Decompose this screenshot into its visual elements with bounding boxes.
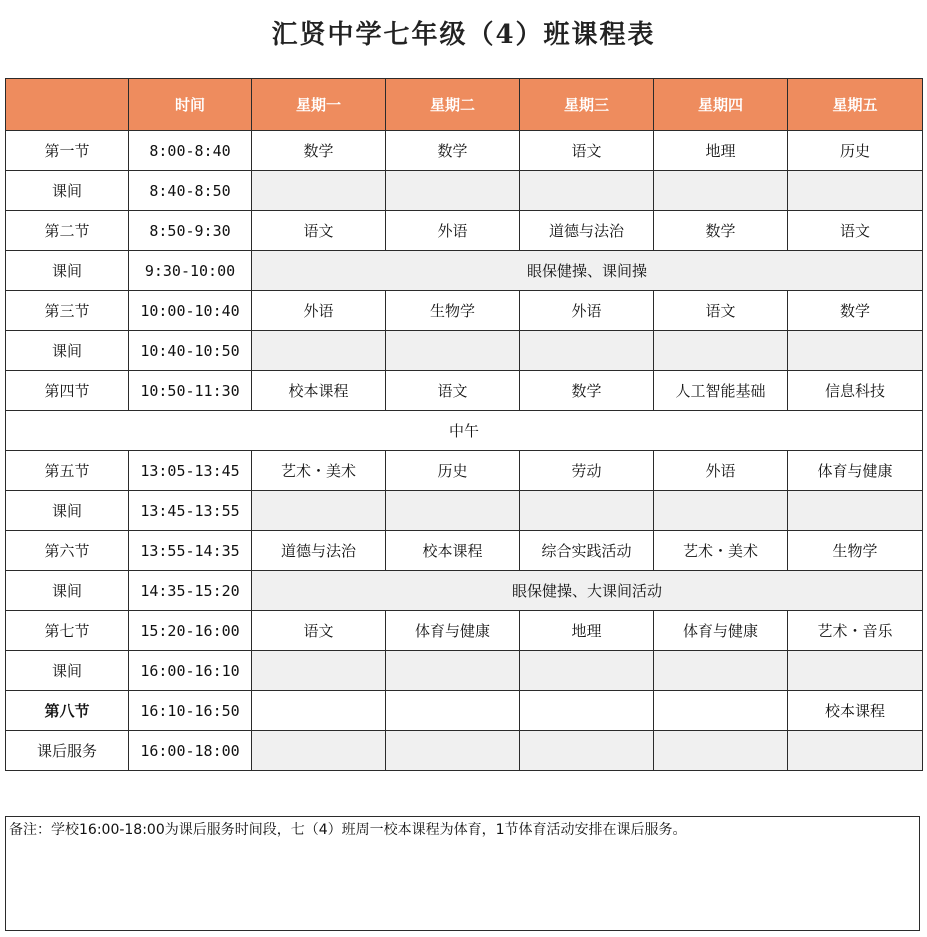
table-row xyxy=(6,611,923,651)
course-cell xyxy=(386,331,520,371)
time-cell: 16:00-18:00 xyxy=(129,731,252,771)
course-cell: 数学 xyxy=(654,211,788,251)
table-row xyxy=(6,251,923,291)
course-cell xyxy=(252,331,386,371)
course-cell: 数学 xyxy=(386,131,520,171)
course-cell: 历史 xyxy=(386,451,520,491)
course-cell xyxy=(788,331,923,371)
course-cell: 数学 xyxy=(520,371,654,411)
header-row xyxy=(6,79,923,131)
merged-activity-cell: 眼保健操、课间操 xyxy=(252,251,923,291)
course-cell: 道德与法治 xyxy=(520,211,654,251)
table-row xyxy=(6,651,923,691)
course-cell xyxy=(654,491,788,531)
course-cell: 语文 xyxy=(252,211,386,251)
schedule-table xyxy=(5,78,923,771)
course-cell xyxy=(386,731,520,771)
time-cell: 9:30-10:00 xyxy=(129,251,252,291)
header-cell-friday: 星期五 xyxy=(788,79,923,131)
table-row xyxy=(6,171,923,211)
period-label: 课间 xyxy=(6,251,129,291)
table-row xyxy=(6,331,923,371)
course-cell: 体育与健康 xyxy=(654,611,788,651)
course-cell: 艺术・美术 xyxy=(654,531,788,571)
course-cell: 语文 xyxy=(520,131,654,171)
table-row xyxy=(6,731,923,771)
course-cell: 体育与健康 xyxy=(386,611,520,651)
table-row xyxy=(6,491,923,531)
course-cell xyxy=(252,651,386,691)
time-cell: 10:40-10:50 xyxy=(129,331,252,371)
time-cell: 8:50-9:30 xyxy=(129,211,252,251)
course-cell xyxy=(654,651,788,691)
course-cell: 人工智能基础 xyxy=(654,371,788,411)
table-row xyxy=(6,371,923,411)
course-cell xyxy=(520,491,654,531)
course-cell: 历史 xyxy=(788,131,923,171)
course-cell: 外语 xyxy=(386,211,520,251)
course-cell: 语文 xyxy=(386,371,520,411)
table-row xyxy=(6,691,923,731)
course-cell xyxy=(520,331,654,371)
time-cell: 10:00-10:40 xyxy=(129,291,252,331)
period-label: 课间 xyxy=(6,491,129,531)
header-cell-thursday: 星期四 xyxy=(654,79,788,131)
time-cell: 16:00-16:10 xyxy=(129,651,252,691)
time-cell: 8:00-8:40 xyxy=(129,131,252,171)
course-cell: 生物学 xyxy=(386,291,520,331)
time-cell: 14:35-15:20 xyxy=(129,571,252,611)
period-label: 课间 xyxy=(6,571,129,611)
period-label: 第六节 xyxy=(6,531,129,571)
course-cell: 校本课程 xyxy=(252,371,386,411)
period-label: 第八节 xyxy=(6,691,129,731)
time-cell: 13:05-13:45 xyxy=(129,451,252,491)
table-row xyxy=(6,531,923,571)
period-label: 课间 xyxy=(6,331,129,371)
course-cell: 地理 xyxy=(654,131,788,171)
page-title: 汇贤中学七年级（4）班课程表 xyxy=(271,20,656,50)
header-cell-time: 时间 xyxy=(129,79,252,131)
course-cell xyxy=(788,731,923,771)
course-cell: 校本课程 xyxy=(788,691,923,731)
course-cell xyxy=(654,331,788,371)
course-cell: 外语 xyxy=(520,291,654,331)
period-label: 第五节 xyxy=(6,451,129,491)
period-label: 第二节 xyxy=(6,211,129,251)
noon-label: 中午 xyxy=(6,411,923,451)
time-cell: 13:55-14:35 xyxy=(129,531,252,571)
course-cell: 语文 xyxy=(252,611,386,651)
course-cell xyxy=(788,491,923,531)
time-cell: 13:45-13:55 xyxy=(129,491,252,531)
period-label: 第四节 xyxy=(6,371,129,411)
course-cell xyxy=(386,171,520,211)
course-cell xyxy=(252,491,386,531)
note-box: 备注：学校16:00-18:00为课后服务时间段，七（4）班周一校本课程为体育，1节体育活动安排在课后服务。 xyxy=(5,816,920,931)
table-row xyxy=(6,451,923,491)
course-cell xyxy=(386,691,520,731)
course-cell xyxy=(252,731,386,771)
period-label: 课间 xyxy=(6,171,129,211)
header-cell-monday: 星期一 xyxy=(252,79,386,131)
period-label: 第三节 xyxy=(6,291,129,331)
course-cell: 综合实践活动 xyxy=(520,531,654,571)
table-row xyxy=(6,131,923,171)
course-cell: 艺术・美术 xyxy=(252,451,386,491)
course-cell: 外语 xyxy=(654,451,788,491)
header-cell-blank xyxy=(6,79,129,131)
time-cell: 8:40-8:50 xyxy=(129,171,252,211)
course-cell xyxy=(520,651,654,691)
course-cell: 校本课程 xyxy=(386,531,520,571)
course-cell: 外语 xyxy=(252,291,386,331)
period-label: 课间 xyxy=(6,651,129,691)
period-label: 第七节 xyxy=(6,611,129,651)
course-cell xyxy=(788,651,923,691)
time-cell: 15:20-16:00 xyxy=(129,611,252,651)
course-cell: 生物学 xyxy=(788,531,923,571)
course-cell: 信息科技 xyxy=(788,371,923,411)
header-cell-wednesday: 星期三 xyxy=(520,79,654,131)
course-cell: 数学 xyxy=(252,131,386,171)
course-cell xyxy=(252,171,386,211)
course-cell: 艺术・音乐 xyxy=(788,611,923,651)
course-cell xyxy=(654,691,788,731)
course-cell xyxy=(386,651,520,691)
course-cell xyxy=(788,171,923,211)
time-cell: 16:10-16:50 xyxy=(129,691,252,731)
course-cell xyxy=(654,731,788,771)
course-cell xyxy=(252,691,386,731)
course-cell xyxy=(520,731,654,771)
table-row xyxy=(6,571,923,611)
course-cell: 地理 xyxy=(520,611,654,651)
course-cell xyxy=(386,491,520,531)
course-cell: 劳动 xyxy=(520,451,654,491)
course-cell xyxy=(520,691,654,731)
course-cell xyxy=(520,171,654,211)
course-cell: 语文 xyxy=(788,211,923,251)
course-cell: 语文 xyxy=(654,291,788,331)
course-cell: 数学 xyxy=(788,291,923,331)
noon-row xyxy=(6,411,923,451)
course-cell: 道德与法治 xyxy=(252,531,386,571)
table-row xyxy=(6,211,923,251)
time-cell: 10:50-11:30 xyxy=(129,371,252,411)
course-cell xyxy=(654,171,788,211)
period-label: 课后服务 xyxy=(6,731,129,771)
course-cell: 体育与健康 xyxy=(788,451,923,491)
table-row xyxy=(6,291,923,331)
period-label: 第一节 xyxy=(6,131,129,171)
merged-activity-cell: 眼保健操、大课间活动 xyxy=(252,571,923,611)
header-cell-tuesday: 星期二 xyxy=(386,79,520,131)
